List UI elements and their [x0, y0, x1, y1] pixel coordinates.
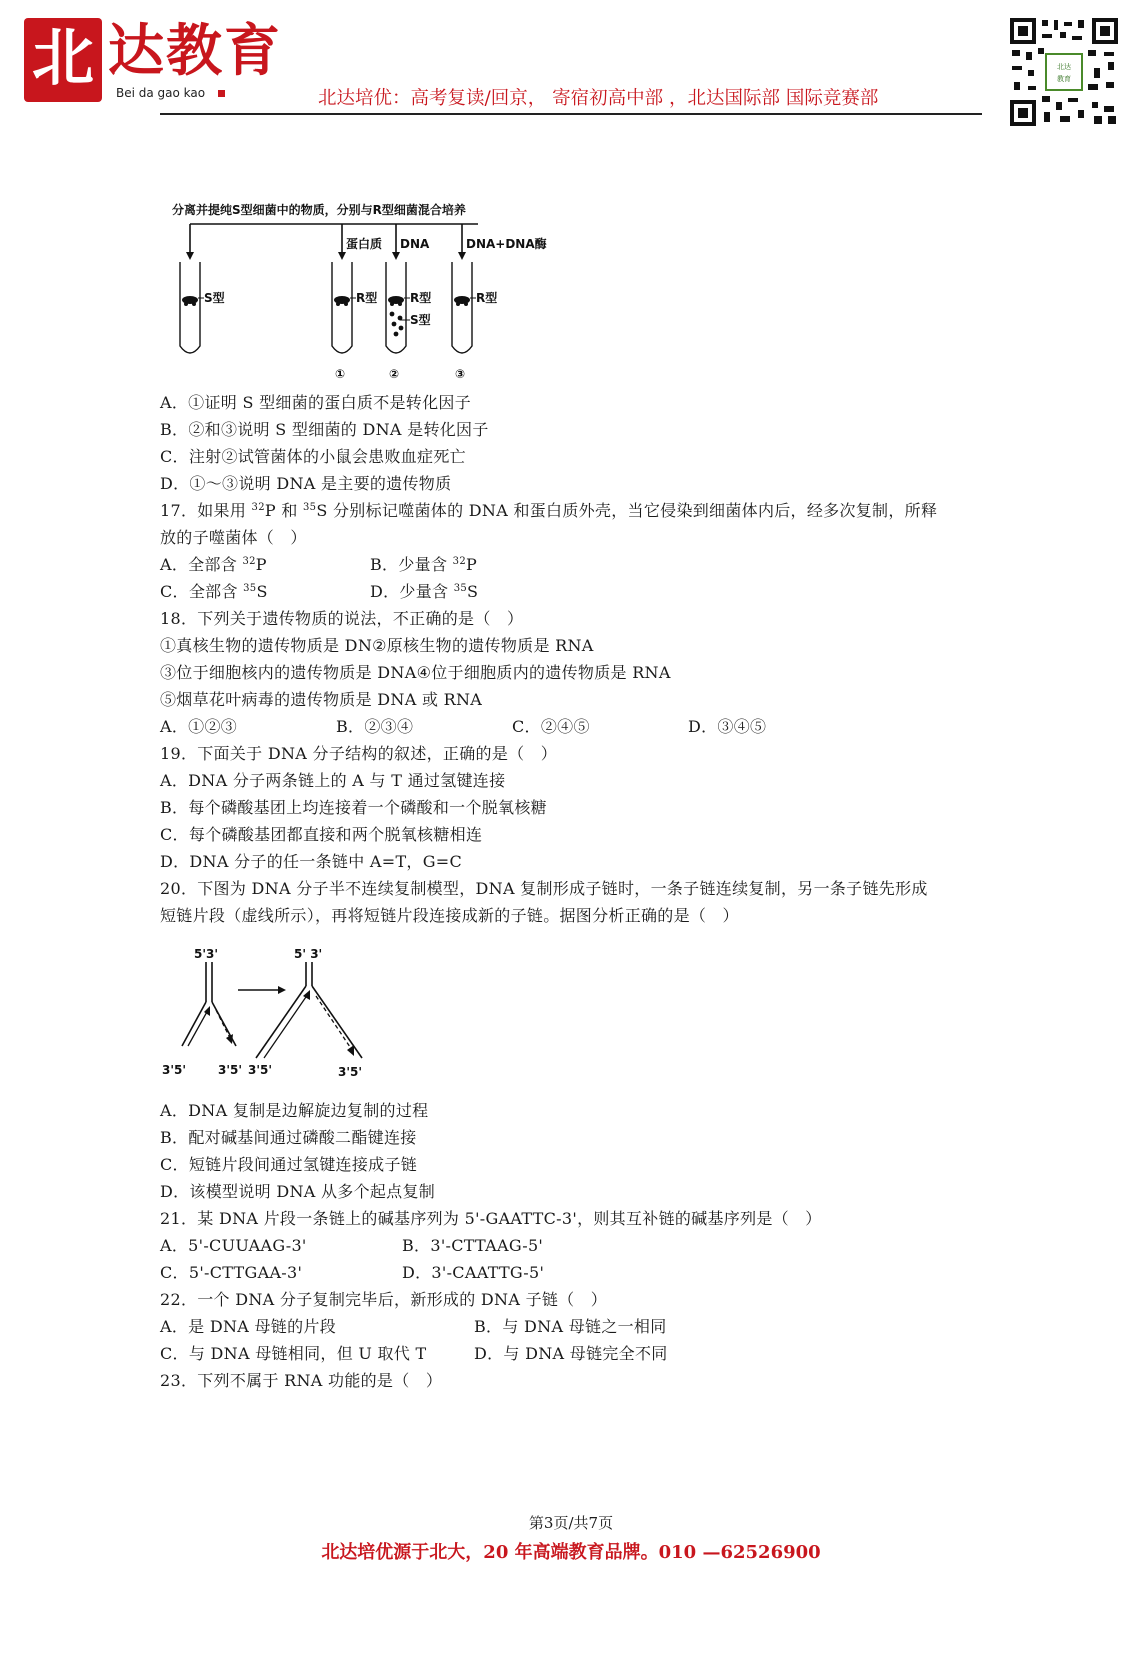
tube-number-2: ② [389, 367, 400, 381]
fig2-top-left-label: 5'3' [194, 947, 219, 961]
svg-text:北达: 北达 [1057, 63, 1071, 71]
fig2-bottom-label-2: 3'5' [218, 1063, 243, 1077]
q22-option-c: C．与 DNA 母链相同，但 U 取代 T [160, 1344, 427, 1363]
q20-stem-1: 20．下图为 DNA 分子半不连续复制模型，DNA 复制形成子链时，一条子链连续复制，另一条子链先形成 [160, 879, 928, 898]
q18-statement-3: ⑤烟草花叶病毒的遗传物质是 DNA 或 RNA [160, 690, 483, 709]
q21-option-b: B．3'-CTTAAG-5' [402, 1236, 544, 1255]
fig2-bottom-label-3: 3'5' [248, 1063, 273, 1077]
q18-statement-1: ①真核生物的遗传物质是 DN②原核生物的遗传物质是 RNA [160, 636, 594, 655]
dna-replication-figure [160, 946, 380, 1086]
tube-label-r1: R型 [356, 291, 378, 305]
figure1-title: 分离并提纯S型细菌中的物质，分别与R型细菌混合培养 [172, 203, 466, 217]
q22-option-d: D．与 DNA 母链完全不同 [474, 1344, 668, 1363]
q19-stem: 19．下面关于 DNA 分子结构的叙述，正确的是（ ） [160, 744, 558, 763]
qr-code-icon [1008, 16, 1120, 128]
fig2-top-right-label: 5' 3' [294, 947, 323, 961]
fig2-bottom-label-4: 3'5' [338, 1065, 363, 1079]
q17-option-c: C．全部含 $^{35}$S [160, 582, 268, 601]
q17-option-b: B．少量含 $^{32}$P [370, 555, 478, 574]
q16-option-d: D．①～③说明 DNA 是主要的遗传物质 [160, 474, 452, 493]
q19-option-a: A．DNA 分子两条链上的 A 与 T 通过氢键连接 [160, 771, 506, 790]
tube-number-1: ① [335, 367, 346, 381]
test-tubes [180, 262, 472, 353]
arrow-label-protein: 蛋白质 [346, 237, 383, 251]
q18-statement-2: ③位于细胞核内的遗传物质是 DNA④位于细胞质内的遗传物质是 RNA [160, 663, 671, 682]
svg-text:教育: 教育 [1057, 75, 1071, 83]
q20-option-d: D．该模型说明 DNA 从多个起点复制 [160, 1182, 436, 1201]
arrow-label-dna: DNA [400, 237, 430, 251]
q18-option-a: A．①②③ [160, 717, 238, 736]
header-slogan: 北达培优：高考复读/回京， 寄宿初高中部 ，北达国际部 国际竞赛部 [318, 88, 879, 109]
q21-option-d: D．3'-CAATTG-5' [402, 1263, 545, 1282]
fig2-bottom-label-1: 3'5' [162, 1063, 187, 1077]
q22-stem: 22．一个 DNA 分子复制完毕后，新形成的 DNA 子链（ ） [160, 1290, 608, 1309]
q22-option-b: B．与 DNA 母链之一相同 [474, 1317, 667, 1336]
q18-option-c: C．②④⑤ [512, 717, 590, 736]
q17-option-a: A．全部含 $^{32}$P [160, 555, 267, 574]
q16-option-a: A．①证明 S 型细菌的蛋白质不是转化因子 [160, 393, 471, 412]
header-rule [160, 113, 982, 115]
page-number: 第3页/共7页 [528, 1514, 614, 1532]
logo-mark: 北 [31, 21, 94, 94]
q19-option-d: D．DNA 分子的任一条链中 A=T，G=C [160, 852, 463, 871]
tube-number-3: ③ [455, 367, 466, 381]
q21-option-a: A．5'-CUUAAG-3' [160, 1236, 307, 1255]
q20-option-a: A．DNA 复制是边解旋边复制的过程 [160, 1101, 429, 1120]
q18-option-b: B．②③④ [336, 717, 414, 736]
tube-label-s2: S型 [410, 313, 431, 327]
footer-advert: 北达培优源于北大，20 年高端教育品牌。010 —62526900 [321, 1542, 821, 1563]
q22-option-a: A．是 DNA 母链的片段 [160, 1317, 337, 1336]
tube-label-r2: R型 [410, 291, 432, 305]
q18-option-d: D．③④⑤ [688, 717, 767, 736]
brand-pinyin: Bei da gao kao [116, 86, 206, 100]
q19-option-c: C．每个磷酸基团都直接和两个脱氧核糖相连 [160, 825, 483, 844]
q17-stem-2: 放的子噬菌体（ ） [160, 528, 307, 547]
q16-option-c: C．注射②试管菌体的小鼠会患败血症死亡 [160, 447, 466, 466]
brand-name: 达教育 [108, 18, 282, 84]
q17-stem: 17．如果用 $^{32}$P 和 $^{35}$S 分别标记噬菌体的 DNA 和蛋白质外壳，当它侵染到细菌体内后，经多次复制，所释 [160, 501, 938, 520]
tube-label-r3: R型 [476, 291, 498, 305]
tube-label-s: S型 [204, 291, 225, 305]
q19-option-b: B．每个磷酸基团上均连接着一个磷酸和一个脱氧核糖 [160, 798, 547, 817]
transformation-experiment-figure [160, 196, 560, 386]
q20-option-c: C．短链片段间通过氢键连接成子链 [160, 1155, 418, 1174]
q21-option-c: C．5'-CTTGAA-3' [160, 1263, 303, 1282]
q17-option-d: D．少量含 $^{35}$S [370, 582, 479, 601]
q18-stem: 18．下列关于遗传物质的说法，不正确的是（ ） [160, 609, 524, 628]
arrow-label-dna-dnase: DNA+DNA酶 [466, 237, 547, 251]
q20-option-b: B．配对碱基间通过磷酸二酯键连接 [160, 1128, 417, 1147]
brand-dot [218, 90, 225, 97]
q20-stem-2: 短链片段（虚线所示），再将短链片段连接成新的子链。据图分析正确的是（ ） [160, 906, 739, 925]
q21-stem: 21．某 DNA 片段一条链上的碱基序列为 5'-GAATTC-3'，则其互补链的碱基序列是（ ） [160, 1209, 822, 1228]
q23-stem: 23．下列不属于 RNA 功能的是（ ） [160, 1371, 443, 1390]
q16-option-b: B．②和③说明 S 型细菌的 DNA 是转化因子 [160, 420, 489, 439]
